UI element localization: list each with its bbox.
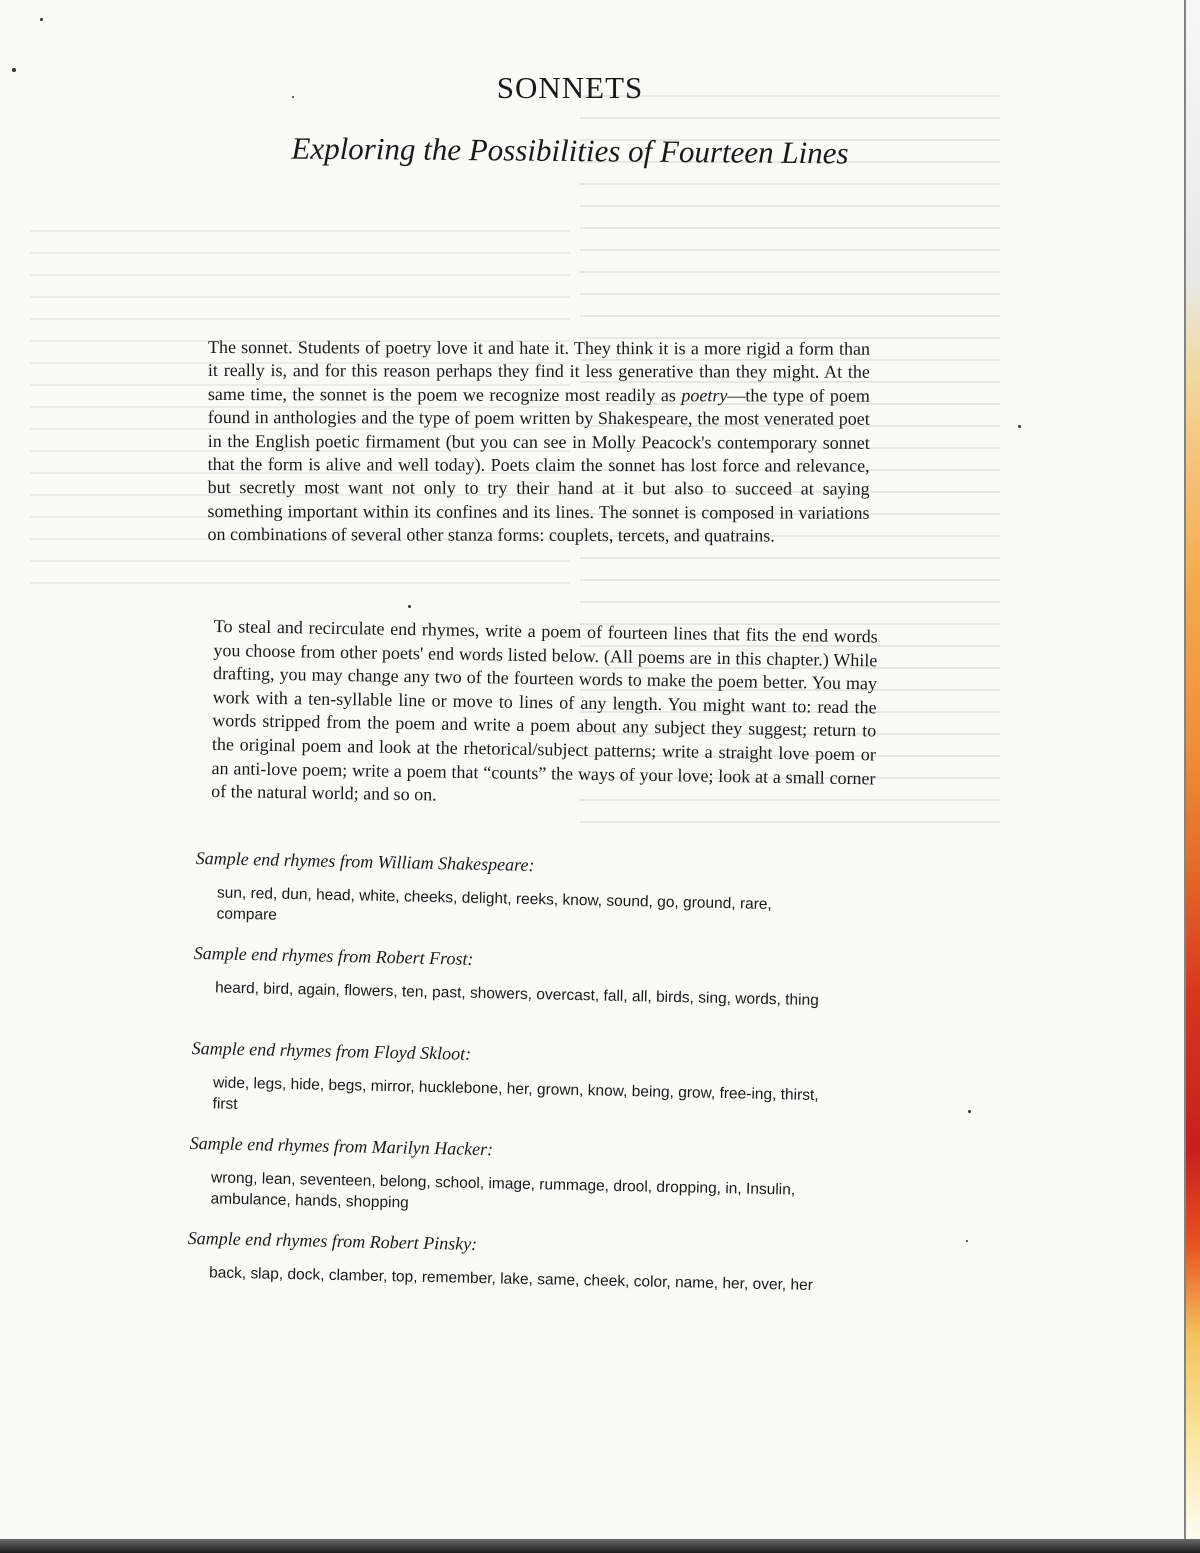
sample-end-rhymes-list [186,846,846,1335]
sample-heading: Sample end rhymes from Robert Pinsky: [187,1227,478,1254]
scan-speck [1018,425,1021,428]
sample-heading: Sample end rhymes from Marilyn Hacker: [189,1132,494,1160]
sample-words: wide, legs, hide, begs, mirror, hucklebone, her, grown, know, being, grow, free-ing, thirst, first [212,1074,819,1113]
page-title: SONNETS [496,70,644,105]
sample-frost [192,941,844,1035]
sample-words: sun, red, dun, head, white, cheeks, delight, reeks, know, sound, go, ground, rare, compare [216,884,772,924]
exercise-prompt: To steal and recirculate end rhymes, write a poem of fourteen lines that fits the end words you choose from other poets' end words listed below. (All poems are in this chapter.) While drafting, you may change any two of the fourteen words to make the poem better. You may work with a ten-syllable line or move to lines of any length. You might want to: read the words stripped from the poem and write a poem about any subject they suggest; return to the original poem and look at the rhetorical/subject patterns; write a straight love poem or an anti-love poem; write a poem that “counts” the ways of your love; look at a small corner of the natural world; and so on. [211,615,878,805]
sample-skloot [190,1036,842,1130]
intro-paragraph [207,336,870,548]
intro-emphasis: poetry [681,385,728,406]
sample-hacker [188,1131,840,1225]
sample-shakespeare [194,846,846,940]
page-edge-color-strip [1186,0,1200,1553]
scan-speck [40,18,43,21]
sample-heading: Sample end rhymes from William Shakespeare: [195,847,535,876]
page-subtitle: Exploring the Possibilities of Fourteen Lines [291,130,849,171]
sample-words: heard, bird, again, flowers, ten, past, showers, overcast, fall, all, birds, sing, words, thing [214,979,820,1010]
sample-pinsky [186,1226,838,1320]
scan-bottom-shadow [0,1539,1200,1553]
scan-speck [968,1110,971,1113]
scan-speck [408,605,411,608]
scan-speck [966,1240,968,1242]
sample-words: back, slap, dock, clamber, top, remember, lake, same, cheek, color, name, her, over, her [208,1264,814,1295]
sample-words: wrong, lean, seventeen, belong, school, image, rummage, drool, dropping, in, Insulin, ambulance, hands, shopping [210,1169,796,1212]
intro-text-end: —the type of poem found in anthologies and the type of poem written by Shakespeare, the most venerated poet in the English poetic firmament (but you can see in Molly Peacock's contemporary sonnet that the form is alive and well today). Poets claim the sonnet has lost force and relevance, but secretly most want not only to try their hand at it but also to succeed at saying something important within its confines and its lines. The sonnet is composed in variations on combinations of several other stanza forms: couplets, tercets, and quatrains. [207,385,870,546]
sample-heading: Sample end rhymes from Floyd Skloot: [191,1037,472,1064]
intro-text-start: The sonnet. Students of poetry love it and hate it. They think it is a more rigid a form than it really is, and for this reason perhaps they find it less generative than they might. At the same time, the sonnet is the poem we recognize most readily as [207,337,870,406]
sample-heading: Sample end rhymes from Robert Frost: [193,942,474,969]
page-edge-line [1184,0,1186,1553]
